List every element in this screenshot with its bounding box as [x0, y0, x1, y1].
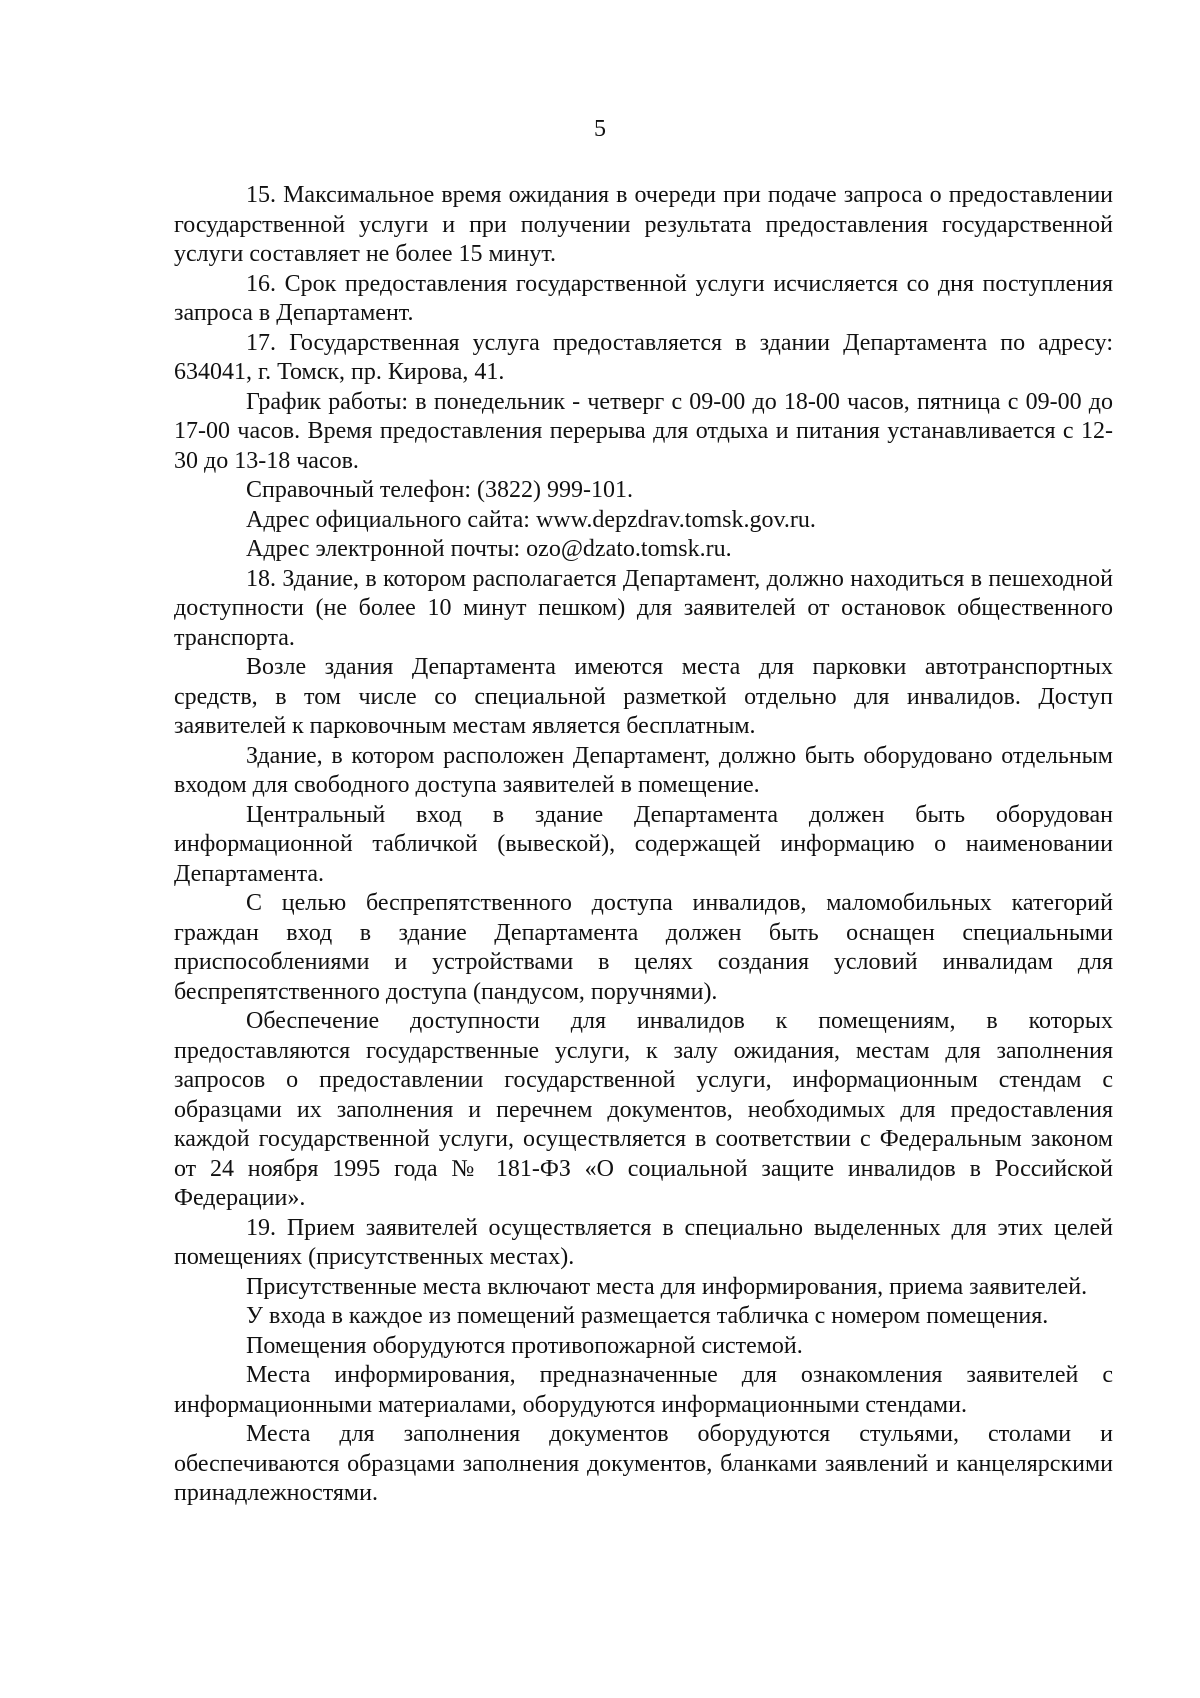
page-number: 5	[594, 116, 606, 142]
paragraph-17-service-address: 17. Государственная услуга предоставляется в здании Департамента по адресу: 634041, г. Томск, пр. Кирова, 41.	[174, 329, 1113, 385]
paragraph-official-website: Адрес официального сайта: www.depzdrav.tomsk.gov.ru.	[246, 506, 816, 533]
paragraph-19-reception-premises: 19. Прием заявителей осуществляется в специально выделенных для этих целей помещениях (присутственных местах).	[174, 1214, 1113, 1270]
paragraph-fire-system: Помещения оборудуются противопожарной системой.	[246, 1332, 803, 1359]
document-body	[174, 181, 1113, 1509]
paragraph-disabled-access-equipment: С целью беспрепятственного доступа инвалидов, маломобильных категорий граждан вход в здание Департамента должен быть оснащен специальными приспособлениями и устройствами в целях создания условий инвалидам для беспрепятственного доступа (пандусом, поручнями).	[174, 890, 1113, 1005]
paragraph-premises-accessibility: Обеспечение доступности для инвалидов к помещениям, в которых предоставляются государственные услуги, к залу ожидания, местам для заполнения запросов о предоставлении государственной услуги, информационным стендам с образцами их заполнения и перечнем документов, необходимых для предоставления каждой государственной услуги, осуществляется в соответствии с Федеральным законом от 24 ноября 1995 года № 181-ФЗ «О социальной защите инвалидов в Российской Федерации».	[174, 1008, 1113, 1211]
paragraph-work-schedule: График работы: в понедельник - четверг с 09-00 до 18-00 часов, пятница с 09-00 до 17-00 часов. Время предоставления перерыва для отдыха и питания устанавливается с 12-30 до 13-18 часов.	[174, 388, 1113, 474]
paragraph-entrance-signage: Центральный вход в здание Департамента должен быть оборудован информационной табличкой (вывеской), содержащей информацию о наименовании Департамента.	[174, 801, 1113, 887]
paragraph-email-address: Адрес электронной почты: ozo@dzato.tomsk.ru.	[246, 536, 732, 562]
paragraph-18-building-accessibility: 18. Здание, в котором располагается Департамент, должно находиться в пешеходной доступности (не более 10 минут пешком) для заявителей от остановок общественного транспорта.	[174, 565, 1113, 651]
paragraph-document-filling-places: Места для заполнения документов оборудуются стульями, столами и обеспечиваются образцами заполнения документов, бланками заявлений и канцелярскими принадлежностями.	[174, 1421, 1113, 1506]
paragraph-separate-entrance: Здание, в котором расположен Департамент, должно быть оборудовано отдельным входом для свободного доступа заявителей в помещение.	[174, 742, 1113, 798]
paragraph-information-stands: Места информирования, предназначенные для ознакомления заявителей с информационными материалами, оборудуются информационными стендами.	[174, 1362, 1113, 1418]
paragraph-16-service-term: 16. Срок предоставления государственной услуги исчисляется со дня поступления запроса в Департамент.	[174, 270, 1113, 326]
paragraph-parking: Возле здания Департамента имеются места для парковки автотранспортных средств, в том числе со специальной разметкой отдельно для инвалидов. Доступ заявителей к парковочным местам является бесплатным.	[174, 654, 1113, 739]
paragraph-reception-places: Присутственные места включают места для информирования, приема заявителей.	[246, 1273, 1088, 1300]
paragraph-15-max-wait-time: 15. Максимальное время ожидания в очереди при подаче запроса о предоставлении государственной услуги и при получении результата предоставления государственной услуги составляет не более 15 минут.	[174, 182, 1113, 267]
paragraph-reference-phone: Справочный телефон: (3822) 999-101.	[246, 477, 634, 503]
paragraph-room-number-sign: У входа в каждое из помещений размещается табличка с номером помещения.	[246, 1303, 1049, 1329]
